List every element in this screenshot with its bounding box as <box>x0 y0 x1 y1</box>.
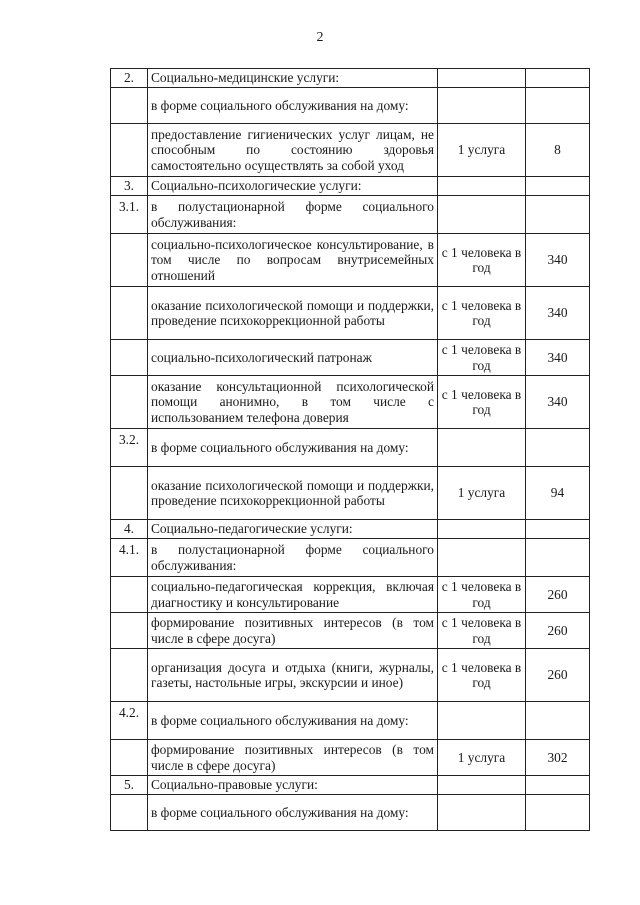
page-number: 2 <box>316 30 324 45</box>
value-cell <box>526 429 590 467</box>
value-cell: 340 <box>526 287 590 340</box>
item-number <box>111 649 148 702</box>
service-text: социально-психологическое консультирование, в том числе по вопросам внутрисемейных отношений <box>148 234 438 287</box>
table-row <box>111 649 590 702</box>
value-cell <box>526 177 590 196</box>
table-row <box>111 376 590 429</box>
item-number: 4.1. <box>111 539 148 577</box>
item-number <box>111 577 148 613</box>
service-text: оказание психологической помощи и поддержки, проведение психокоррекционной работы <box>148 467 438 520</box>
value-cell: 8 <box>526 124 590 177</box>
unit-cell <box>438 88 526 124</box>
table-row <box>111 340 590 376</box>
item-number <box>111 124 148 177</box>
service-text: организация досуга и отдыха (книги, журналы, газеты, настольные игры, экскурсии и иное) <box>148 649 438 702</box>
value-cell: 260 <box>526 577 590 613</box>
service-text: предоставление гигиенических услуг лицам, не способным по состоянию здоровья самостоятельно осуществлять за собой уход <box>148 124 438 177</box>
service-text: Социально-медицинские услуги: <box>148 69 438 88</box>
table-row <box>111 429 590 467</box>
value-cell <box>526 196 590 234</box>
unit-cell <box>438 429 526 467</box>
value-cell: 340 <box>526 234 590 287</box>
unit-cell: с 1 человека в год <box>438 613 526 649</box>
table-row <box>111 520 590 539</box>
item-number: 3.1. <box>111 196 148 234</box>
service-text: формирование позитивных интересов (в том числе в сфере досуга) <box>148 740 438 776</box>
service-text: оказание консультационной психологической помощи анонимно, в том числе с использованием телефона доверия <box>148 376 438 429</box>
table-row <box>111 467 590 520</box>
table-row <box>111 287 590 340</box>
item-number: 3. <box>111 177 148 196</box>
value-cell <box>526 88 590 124</box>
unit-cell <box>438 69 526 88</box>
item-number <box>111 795 148 831</box>
service-text: в форме социального обслуживания на дому: <box>148 702 438 740</box>
unit-cell <box>438 795 526 831</box>
service-text: в полустационарной форме социального обслуживания: <box>148 539 438 577</box>
unit-cell <box>438 539 526 577</box>
unit-cell: 1 услуга <box>438 467 526 520</box>
table-row <box>111 234 590 287</box>
service-text: оказание психологической помощи и поддержки, проведение психокоррекционной работы <box>148 287 438 340</box>
table-row <box>111 177 590 196</box>
service-text: в форме социального обслуживания на дому: <box>148 88 438 124</box>
value-cell: 260 <box>526 649 590 702</box>
unit-cell: с 1 человека в год <box>438 234 526 287</box>
item-number: 4. <box>111 520 148 539</box>
value-cell <box>526 520 590 539</box>
table-row <box>111 702 590 740</box>
table-row <box>111 795 590 831</box>
item-number <box>111 88 148 124</box>
value-cell: 302 <box>526 740 590 776</box>
unit-cell: с 1 человека в год <box>438 649 526 702</box>
table-row <box>111 539 590 577</box>
item-number <box>111 740 148 776</box>
service-text: социально-психологический патронаж <box>148 340 438 376</box>
table-row <box>111 69 590 88</box>
item-number <box>111 376 148 429</box>
value-cell: 340 <box>526 376 590 429</box>
value-cell: 260 <box>526 613 590 649</box>
service-text: формирование позитивных интересов (в том числе в сфере досуга) <box>148 613 438 649</box>
table-row <box>111 124 590 177</box>
unit-cell: 1 услуга <box>438 124 526 177</box>
value-cell <box>526 795 590 831</box>
unit-cell <box>438 702 526 740</box>
service-text: социально-педагогическая коррекция, включая диагностику и консультирование <box>148 577 438 613</box>
service-text: Социально-правовые услуги: <box>148 776 438 795</box>
item-number <box>111 613 148 649</box>
value-cell <box>526 539 590 577</box>
service-text: Социально-психологические услуги: <box>148 177 438 196</box>
table-row <box>111 88 590 124</box>
item-number <box>111 234 148 287</box>
unit-cell: с 1 человека в год <box>438 287 526 340</box>
value-cell: 340 <box>526 340 590 376</box>
unit-cell: с 1 человека в год <box>438 340 526 376</box>
value-cell <box>526 69 590 88</box>
value-cell <box>526 702 590 740</box>
unit-cell: с 1 человека в год <box>438 376 526 429</box>
service-text: в полустационарной форме социального обслуживания: <box>148 196 438 234</box>
table-row <box>111 776 590 795</box>
service-text: Социально-педагогические услуги: <box>148 520 438 539</box>
value-cell: 94 <box>526 467 590 520</box>
value-cell <box>526 776 590 795</box>
services-table <box>110 68 590 831</box>
unit-cell: 1 услуга <box>438 740 526 776</box>
table-row <box>111 613 590 649</box>
service-text: в форме социального обслуживания на дому: <box>148 795 438 831</box>
item-number <box>111 340 148 376</box>
unit-cell <box>438 520 526 539</box>
unit-cell: с 1 человека в год <box>438 577 526 613</box>
service-text: в форме социального обслуживания на дому: <box>148 429 438 467</box>
table-row <box>111 740 590 776</box>
unit-cell <box>438 196 526 234</box>
item-number: 5. <box>111 776 148 795</box>
item-number <box>111 287 148 340</box>
unit-cell <box>438 776 526 795</box>
table-row <box>111 577 590 613</box>
item-number <box>111 467 148 520</box>
item-number: 2. <box>111 69 148 88</box>
item-number: 4.2. <box>111 702 148 740</box>
unit-cell <box>438 177 526 196</box>
item-number: 3.2. <box>111 429 148 467</box>
table-row <box>111 196 590 234</box>
